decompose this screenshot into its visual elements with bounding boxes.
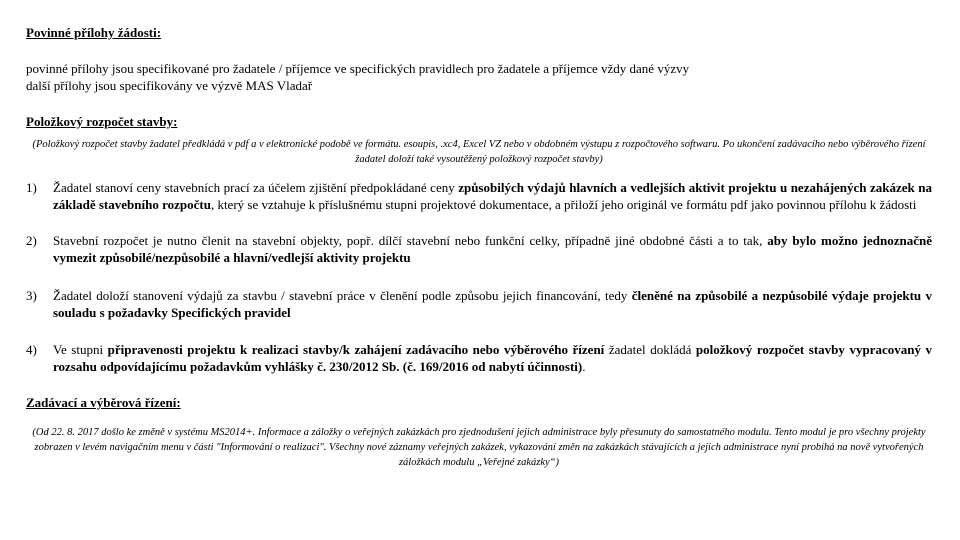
budget-note: (Položkový rozpočet stavby žadatel předkládá v pdf a v elektronické podobě ve formátu. esoupis, .xc4, Excel VZ nebo v obdobném výstupu z rozpočtového softwaru. Po ukončení zadávacího nebo výběrového řízení žadatel doloží také vysoutěžený položkový rozpočet stavby) bbox=[32, 139, 926, 165]
item-text: Ve stupni připravenosti projektu k realizaci stavby/k zahájení zadávacího nebo výběrového řízení žadatel dokládá položkový rozpočet stavby vypracovaný v rozsahu odpovídajícímu požadavkům vyhlášky č. 230/2012 Sb. (č. 169/2016 od nabytí účinnosti). bbox=[53, 342, 932, 374]
list-item-1 bbox=[26, 179, 932, 213]
mandatory-attachments-heading: Povinné přílohy žádosti: bbox=[26, 25, 162, 40]
list-item-2 bbox=[26, 232, 932, 266]
document-page bbox=[26, 24, 932, 470]
item-text: Stavební rozpočet je nutno členit na stavební objekty, popř. dílčí stavební nebo funkční celky, případně jiné obdobné části a to tak, aby bylo možno jednoznačně vymezit způsobilé/nezpůsobilé a hlavní/vedlejší aktivity projektu bbox=[53, 233, 932, 265]
item-number: 1) bbox=[26, 180, 37, 195]
item-text: Žadatel doloží stanovení výdajů za stavbu / stavební práce v členění podle způsobu jejich financování, tedy členěné na způsobilé a nezpůsobilé výdaje projektu v souladu s požadavky Specifických pravidel bbox=[53, 288, 933, 320]
list-item-3 bbox=[26, 287, 932, 321]
attachments-line-2: další přílohy jsou specifikovány ve výzvě MAS Vladař bbox=[26, 78, 313, 93]
item-text: Žadatel stanoví ceny stavebních prací za účelem zjištění předpokládané ceny způsobilých výdajů hlavních a vedlejších aktivit projektu u nezahájených zakázek na základě stavebního rozpočtu, který se vztahuje k příslušnému stupni projektové dokumentace, a přiloží jeho originál ve formátu pdf jako povinnou přílohu k žádosti bbox=[53, 180, 932, 212]
item-number: 2) bbox=[26, 233, 37, 248]
list-item-4 bbox=[26, 341, 932, 375]
item-number: 3) bbox=[26, 288, 37, 303]
attachments-line-1: povinné přílohy jsou specifikované pro žadatele / příjemce ve specifických pravidlech pro žadatele a příjemce vždy dané výzvy bbox=[26, 61, 690, 76]
item-number: 4) bbox=[26, 342, 37, 357]
procurement-note: (Od 22. 8. 2017 došlo ke změně v systému MS2014+. Informace a záložky o veřejných zakázkách pro zjednodušení jejich administrace byly přesunuty do samostatného modulu. Tento modul je pro všechny projekty zobrazen v levém navigačním menu v části "Informování o realizaci". Všechny nové záznamy veřejných zakázek, vykazování změn na zakázkách stávajících a jejich administrace nyní probíhá na nově vytvořených záložkách modulu „Veřejné zakázky“) bbox=[32, 427, 926, 468]
procurement-heading: Zadávací a výběrová řízení: bbox=[26, 395, 181, 410]
budget-heading: Položkový rozpočet stavby: bbox=[26, 114, 178, 129]
